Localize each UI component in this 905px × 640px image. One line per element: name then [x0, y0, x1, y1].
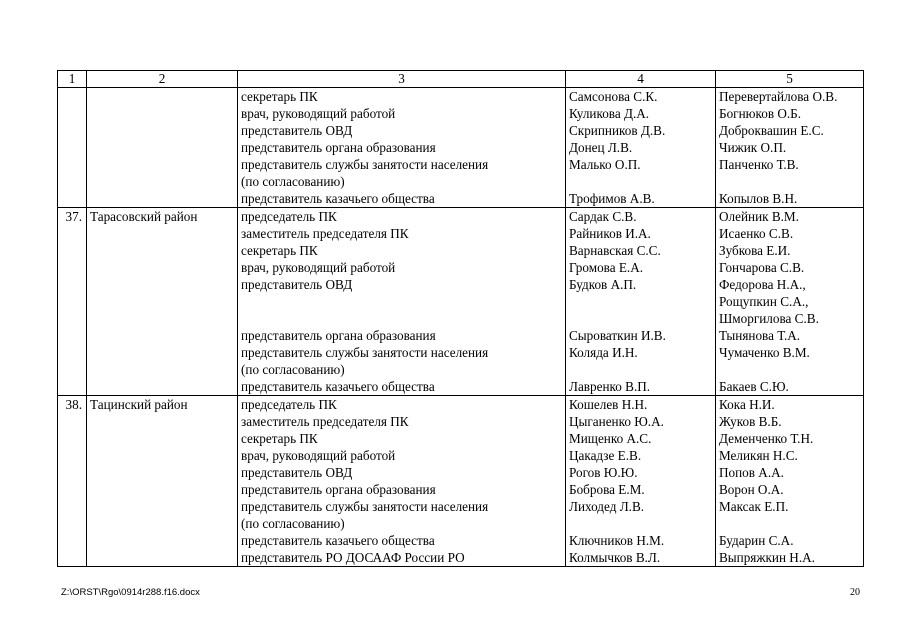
row-number: [58, 88, 87, 208]
deputy-name: Рощупкин С.А.,: [719, 294, 809, 309]
position-line: представитель ОВД: [241, 465, 353, 480]
table-body: [58, 71, 864, 567]
member-name: Будков А.П.: [569, 277, 637, 292]
deputy-name: Кока Н.И.: [719, 397, 775, 412]
deputy-name: Деменченко Т.Н.: [719, 431, 814, 446]
member-name: Варнавская С.С.: [569, 243, 661, 258]
member-name: Донец Л.В.: [569, 140, 633, 155]
district-name: Тацинский район: [90, 397, 188, 412]
deputy-name: Зубкова Е.И.: [719, 243, 791, 258]
member-cell: [566, 208, 716, 396]
position-line: [241, 293, 562, 310]
member-name: Трофимов А.В.: [569, 191, 655, 206]
member-name: Куликова Д.А.: [569, 106, 650, 121]
deputy-cell: [716, 88, 864, 208]
position-line: (по согласованию): [241, 516, 345, 531]
position-line: представитель службы занятости населения: [241, 499, 489, 514]
position-line: врач, руководящий работой: [241, 448, 396, 463]
member-name: Цыганенко Ю.А.: [569, 414, 664, 429]
table-row: [58, 208, 864, 396]
position-line: представитель службы занятости населения: [241, 345, 489, 360]
deputy-name: Панченко Т.В.: [719, 157, 799, 172]
position-line: заместитель председателя ПК: [241, 226, 409, 241]
header-cell-2: 2: [87, 71, 238, 88]
deputy-name: Богнюков О.Б.: [719, 106, 802, 121]
member-name: [569, 515, 712, 532]
district-cell: [87, 208, 238, 396]
deputy-name: Шморгилова С.В.: [719, 311, 819, 326]
member-name: Громова Е.А.: [569, 260, 644, 275]
member-name: Сардак С.В.: [569, 209, 637, 224]
deputy-name: Бакаев С.Ю.: [719, 379, 789, 394]
deputy-name: Бударин С.А.: [719, 533, 794, 548]
table-row: [58, 396, 864, 567]
member-name: Мищенко А.С.: [569, 431, 652, 446]
header-cell-3: 3: [238, 71, 566, 88]
deputy-cell: [716, 396, 864, 567]
deputy-name: Ворон О.А.: [719, 482, 784, 497]
deputy-name: Федорова Н.А.,: [719, 277, 806, 292]
deputy-name: Гончарова С.В.: [719, 260, 805, 275]
deputy-name: [719, 173, 860, 190]
position-line: (по согласованию): [241, 362, 345, 377]
member-name: [569, 173, 712, 190]
row-number-text: [58, 88, 82, 105]
position-line: представитель казачьего общества: [241, 533, 435, 548]
position-line: представитель органа образования: [241, 482, 436, 497]
position-line: представитель казачьего общества: [241, 191, 435, 206]
member-name: Сыроваткин И.В.: [569, 328, 666, 343]
position-line: представитель органа образования: [241, 140, 436, 155]
member-name: Скрипников Д.В.: [569, 123, 666, 138]
member-name: Кошелев Н.Н.: [569, 397, 648, 412]
deputy-name: Выпряжкин Н.А.: [719, 550, 815, 565]
member-name: Цакадзе Е.В.: [569, 448, 642, 463]
deputy-name: Попов А.А.: [719, 465, 784, 480]
position-line: председатель ПК: [241, 397, 337, 412]
position-line: председатель ПК: [241, 209, 337, 224]
deputy-name: Копылов В.Н.: [719, 191, 798, 206]
deputy-name: Исаенко С.В.: [719, 226, 794, 241]
district-name: Тарасовский район: [90, 209, 198, 224]
member-name: Малько О.П.: [569, 157, 641, 172]
member-name: Райников И.А.: [569, 226, 651, 241]
row-number: [58, 396, 87, 567]
deputy-name: Перевертайлова О.В.: [719, 89, 838, 104]
position-line: представитель органа образования: [241, 328, 436, 343]
deputy-name: Чижик О.П.: [719, 140, 787, 155]
position-cell: [238, 396, 566, 567]
member-name: Ключников Н.М.: [569, 533, 665, 548]
member-name: Рогов Ю.Ю.: [569, 465, 638, 480]
position-line: секретарь ПК: [241, 243, 318, 258]
deputy-name: Максак Е.П.: [719, 499, 789, 514]
header-cell-1: 1: [58, 71, 87, 88]
page-number: 20: [850, 587, 860, 598]
position-line: (по согласованию): [241, 174, 345, 189]
member-name: Лиходед Л.В.: [569, 499, 645, 514]
deputy-name: Меликян Н.С.: [719, 448, 798, 463]
member-name: [569, 310, 712, 327]
header-cell-5: 5: [716, 71, 864, 88]
row-number-text: 37.: [65, 209, 82, 224]
deputy-name: [719, 361, 860, 378]
member-name: Лавренко В.П.: [569, 379, 651, 394]
deputy-name: Олейник В.М.: [719, 209, 799, 224]
position-line: представитель ОВД: [241, 123, 353, 138]
header-row: [58, 71, 864, 88]
position-line: секретарь ПК: [241, 89, 318, 104]
position-line: представитель казачьего общества: [241, 379, 435, 394]
position-cell: [238, 88, 566, 208]
deputy-name: Доброквашин Е.С.: [719, 123, 824, 138]
member-name: [569, 361, 712, 378]
member-name: Коляда И.Н.: [569, 345, 638, 360]
position-line: врач, руководящий работой: [241, 106, 396, 121]
deputy-name: Жуков В.Б.: [719, 414, 782, 429]
file-path: Z:\ORST\Rgo\0914r288.f16.docx: [61, 587, 200, 598]
district-name: [90, 88, 234, 105]
commission-table: [57, 70, 864, 567]
district-cell: [87, 396, 238, 567]
position-line: [241, 310, 562, 327]
position-line: представитель ОВД: [241, 277, 353, 292]
deputy-name: Тынянова Т.А.: [719, 328, 801, 343]
member-cell: [566, 88, 716, 208]
deputy-name: [719, 515, 860, 532]
table-row: [58, 88, 864, 208]
position-line: секретарь ПК: [241, 431, 318, 446]
row-number-text: 38.: [65, 397, 82, 412]
deputy-cell: [716, 208, 864, 396]
position-line: врач, руководящий работой: [241, 260, 396, 275]
member-name: Самсонова С.К.: [569, 89, 658, 104]
member-cell: [566, 396, 716, 567]
header-cell-4: 4: [566, 71, 716, 88]
deputy-name: Чумаченко В.М.: [719, 345, 810, 360]
position-line: заместитель председателя ПК: [241, 414, 409, 429]
member-name: [569, 293, 712, 310]
position-line: представитель службы занятости населения: [241, 157, 489, 172]
member-name: Боброва Е.М.: [569, 482, 645, 497]
district-cell: [87, 88, 238, 208]
member-name: Колмычков В.Л.: [569, 550, 661, 565]
position-cell: [238, 208, 566, 396]
position-line: представитель РО ДОСААФ России РО: [241, 550, 465, 565]
row-number: [58, 208, 87, 396]
